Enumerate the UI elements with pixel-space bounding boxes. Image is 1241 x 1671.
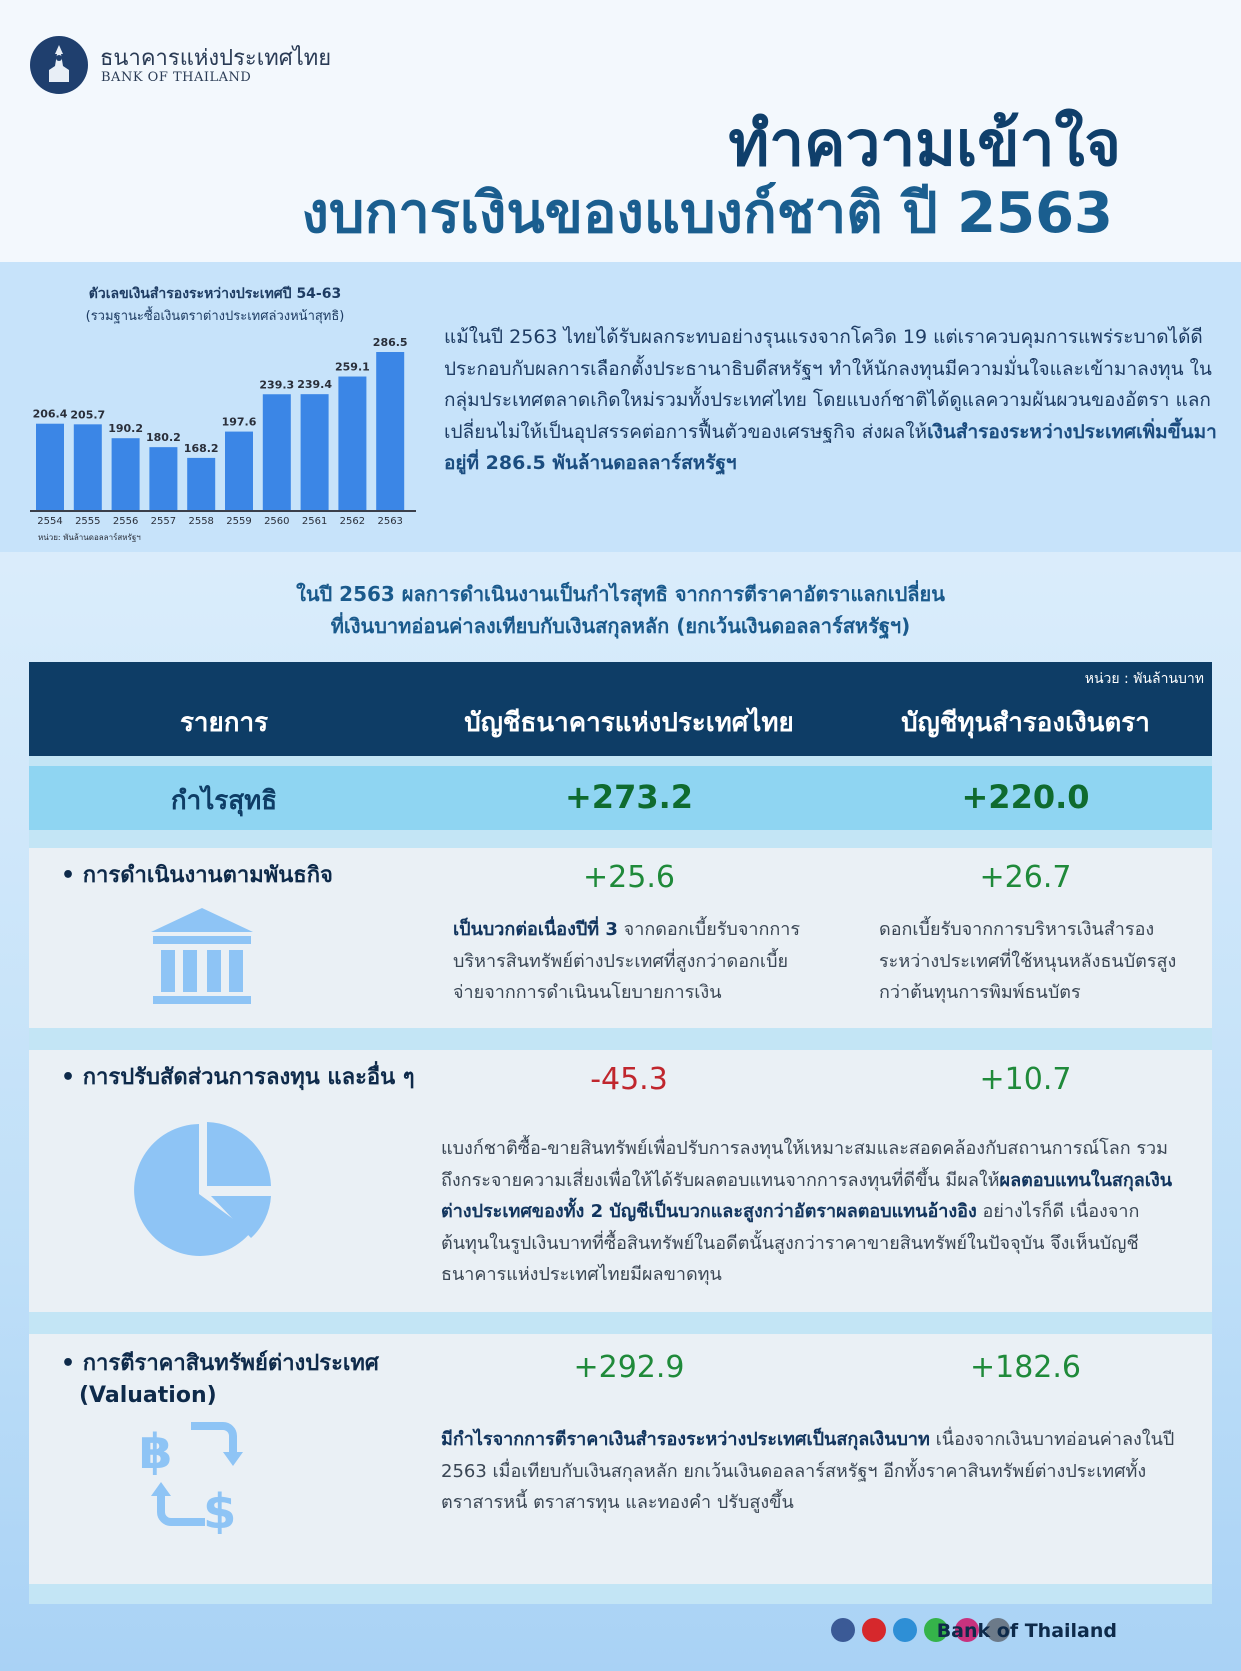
facebook-icon[interactable] xyxy=(831,1618,855,1642)
bar-label-2563: 286.5 xyxy=(372,336,408,349)
bar-2561 xyxy=(301,394,329,510)
net-profit-bot: +273.2 xyxy=(564,778,694,816)
row-mission-bot-desc-bold: เป็นบวกต่อเนื่องปีที่ 3 xyxy=(453,919,618,940)
bar-label-2559: 197.6 xyxy=(221,415,257,429)
summary-heading xyxy=(0,578,1241,642)
x-tick-2563: 2563 xyxy=(377,516,403,527)
row-mission-reserve-value: +26.7 xyxy=(979,860,1072,895)
header-bot-account: บัญชีธนาคารแห่งประเทศไทย xyxy=(464,708,794,738)
chart-unit: หน่วย: พันล้านดอลลาร์สหรัฐฯ xyxy=(38,533,141,542)
bar-label-2561: 239.4 xyxy=(297,378,332,392)
bank-building-icon xyxy=(147,906,257,1016)
row-investment-desc-text-1: แบงก์ชาติซื้อ-ขายสินทรัพย์เพื่อปรับการลงทุนให้เหมาะสมและสอดคล้องกับสถานการณ์โลก รวมถึงกระจายความเสี่ยงเพื่อให้ได้รับผลตอบแทนจากการลงทุนที่ดีขึ้น มีผลให้ xyxy=(441,1138,1169,1191)
bar-2562 xyxy=(338,377,366,510)
footer-brand: Bank of Thailand xyxy=(936,1620,1117,1642)
x-tick-2556: 2556 xyxy=(112,516,139,527)
x-tick-2561: 2561 xyxy=(301,516,328,527)
bar-2559 xyxy=(225,432,253,510)
row-investment-desc-text-2: อย่างไรก็ดี เนื่องจากต้นทุนในรูปเงินบาทที่ซื้อสินทรัพย์ในอดีตนั้นสูงกว่าราคาขายสินทรัพย์ในปัจจุบัน จึงเห็นบัญชีธนาคารแห่งประเทศไทยมีผลขาดทุน xyxy=(441,1201,1140,1285)
x-tick-2554: 2554 xyxy=(37,516,63,527)
bar-label-2558: 168.2 xyxy=(183,441,219,455)
row-mission-bot-desc-text: จากดอกเบี้ยรับจากการบริหารสินทรัพย์ต่างประเทศที่สูงกว่าดอกเบี้ยจ่ายจากการดำเนินนโยบายการเงิน xyxy=(453,919,801,1003)
row-valuation-desc xyxy=(441,1424,1181,1519)
row-mission-reserve-desc: ดอกเบี้ยรับจากการบริหารเงินสำรองระหว่างประเทศที่ใช้หนุนหลังธนบัตรสูงกว่าต้นทุนการพิมพ์ธนบัตร xyxy=(879,919,1177,1003)
row-investment-label: • การปรับสัดส่วนการลงทุน และอื่น ๆ xyxy=(61,1065,415,1090)
bar-2555 xyxy=(74,424,102,510)
chart-subtitle: (รวมฐานะซื้อเงินตราต่างประเทศล่วงหน้าสุทธิ) xyxy=(85,309,345,324)
bar-label-2554: 206.4 xyxy=(32,407,68,421)
row-investment-bot-value: -45.3 xyxy=(590,1062,668,1097)
youtube-icon[interactable] xyxy=(862,1618,886,1642)
row-mission-bot-desc xyxy=(453,914,803,1009)
svg-text:฿: ฿ xyxy=(139,1424,173,1480)
row-valuation-desc-bold: มีกำไรจากการตีราคาเงินสำรองระหว่างประเทศเป็นสกุลเงินบาท xyxy=(441,1429,930,1450)
svg-text:$: $ xyxy=(203,1484,237,1534)
row-valuation-label-en: (Valuation) xyxy=(79,1383,217,1408)
row-valuation-label xyxy=(61,1348,379,1412)
row-valuation-bot-value: +292.9 xyxy=(573,1350,685,1385)
chart-title: ตัวเลขเงินสำรองระหว่างประเทศปี 54-63 xyxy=(88,286,342,302)
header-item: รายการ xyxy=(179,708,269,738)
reserves-text: แม้ในปี 2563 ไทยได้รับผลกระทบอย่างรุนแรงจากโควิด 19 แต่เราควบคุมการแพร่ระบาดได้ดี ประกอบกับผลการเลือกตั้งประธานาธิบดีสหรัฐฯ ทำให้นักลงทุนมีความมั่นใจและเข้ามาลงทุน ในกลุ่มประเทศตลาดเกิดใหม่รวมทั้งประเทศไทย โดยแบงก์ชาติได้ดูแลความผันผวนของอัตรา แลกเปลี่ยนไม่ให้เป็นอุปสรรคต่อการฟื้นตัวของเศรษฐกิจ ส่งผลให้ xyxy=(444,326,1212,443)
row-valuation-desc-text: เนื่องจากเงินบาทอ่อนค่าลงในปี 2563 เมื่อเทียบกับเงินสกุลหลัก ยกเว้นเงินดอลลาร์สหรัฐฯ อีกทั้งราคาสินทรัพย์ต่างประเทศทั้งตราสารหนี้ ตราสารทุน และทองคำ ปรับสูงขึ้น xyxy=(441,1429,1175,1513)
reserves-highlight: เงินสำรองระหว่างประเทศเพิ่มขึ้นมาอยู่ที่ 286.5 พันล้านดอลลาร์สหรัฐฯ xyxy=(444,420,1217,474)
summary-line-1: ในปี 2563 ผลการดำเนินงานเป็นกำไรสุทธิ จากการตีราคาอัตราแลกเปลี่ยน xyxy=(296,582,945,606)
row-investment-desc-bold: ผลตอบแทนในสกุลเงินต่างประเทศของทั้ง 2 บัญชีเป็นบวกและสูงกว่าอัตราผลตอบแทนอ้างอิง xyxy=(441,1169,1173,1222)
row-mission-bot-value: +25.6 xyxy=(583,860,675,895)
bot-logo xyxy=(30,36,88,94)
net-profit-reserve: +220.0 xyxy=(961,778,1090,816)
summary-line-2: ที่เงินบาทอ่อนค่าลงเทียบกับเงินสกุลหลัก (ยกเว้นเงินดอลลาร์สหรัฐฯ) xyxy=(330,614,911,638)
row-investment-reserve-value: +10.7 xyxy=(979,1062,1072,1097)
org-name-en: BANK OF THAILAND xyxy=(101,70,252,85)
currency-exchange-icon xyxy=(139,1418,259,1538)
reserves-bar-chart xyxy=(28,320,418,545)
page-title: ทำความเข้าใจ xyxy=(728,107,1121,180)
bar-label-2560: 239.3 xyxy=(259,378,295,392)
bar-2560 xyxy=(263,394,291,510)
reserves-description xyxy=(444,322,1219,480)
page-subtitle: งบการเงินของแบงก์ชาติ ปี 2563 xyxy=(301,181,1113,246)
org-name-th: ธนาคารแห่งประเทศไทย xyxy=(100,46,332,71)
row-valuation-reserve-value: +182.6 xyxy=(969,1350,1082,1385)
x-tick-2555: 2555 xyxy=(75,516,101,527)
x-tick-2558: 2558 xyxy=(188,516,214,527)
row-valuation xyxy=(29,1334,1212,1584)
row-mission-label: • การดำเนินงานตามพันธกิจ xyxy=(61,863,333,888)
bar-label-2557: 180.2 xyxy=(146,431,181,445)
results-table xyxy=(29,662,1212,1604)
row-investment-desc xyxy=(441,1133,1181,1291)
table-header xyxy=(29,662,1212,756)
bar-2558 xyxy=(187,458,215,510)
row-investment xyxy=(29,1050,1212,1312)
bar-label-2556: 190.2 xyxy=(108,422,143,436)
x-tick-2557: 2557 xyxy=(150,516,177,527)
net-profit-label: กำไรสุทธิ xyxy=(170,786,278,816)
row-valuation-label-th: • การตีราคาสินทรัพย์ต่างประเทศ xyxy=(61,1351,379,1376)
header-reserve-account: บัญชีทุนสำรองเงินตรา xyxy=(901,708,1150,738)
bar-2557 xyxy=(149,447,177,510)
x-tick-2562: 2562 xyxy=(339,516,366,527)
bar-2554 xyxy=(36,424,64,510)
table-unit: หน่วย : พันล้านบาท xyxy=(1084,671,1204,687)
x-tick-2559: 2559 xyxy=(226,516,252,527)
bar-2556 xyxy=(112,438,140,510)
twitter-icon[interactable] xyxy=(893,1618,917,1642)
bar-2563 xyxy=(376,352,404,510)
pie-chart-icon xyxy=(133,1120,273,1264)
net-profit-row xyxy=(29,766,1212,830)
bar-label-2562: 259.1 xyxy=(335,360,370,374)
bar-label-2555: 205.7 xyxy=(70,408,106,422)
row-mission xyxy=(29,848,1212,1028)
x-tick-2560: 2560 xyxy=(264,516,290,527)
